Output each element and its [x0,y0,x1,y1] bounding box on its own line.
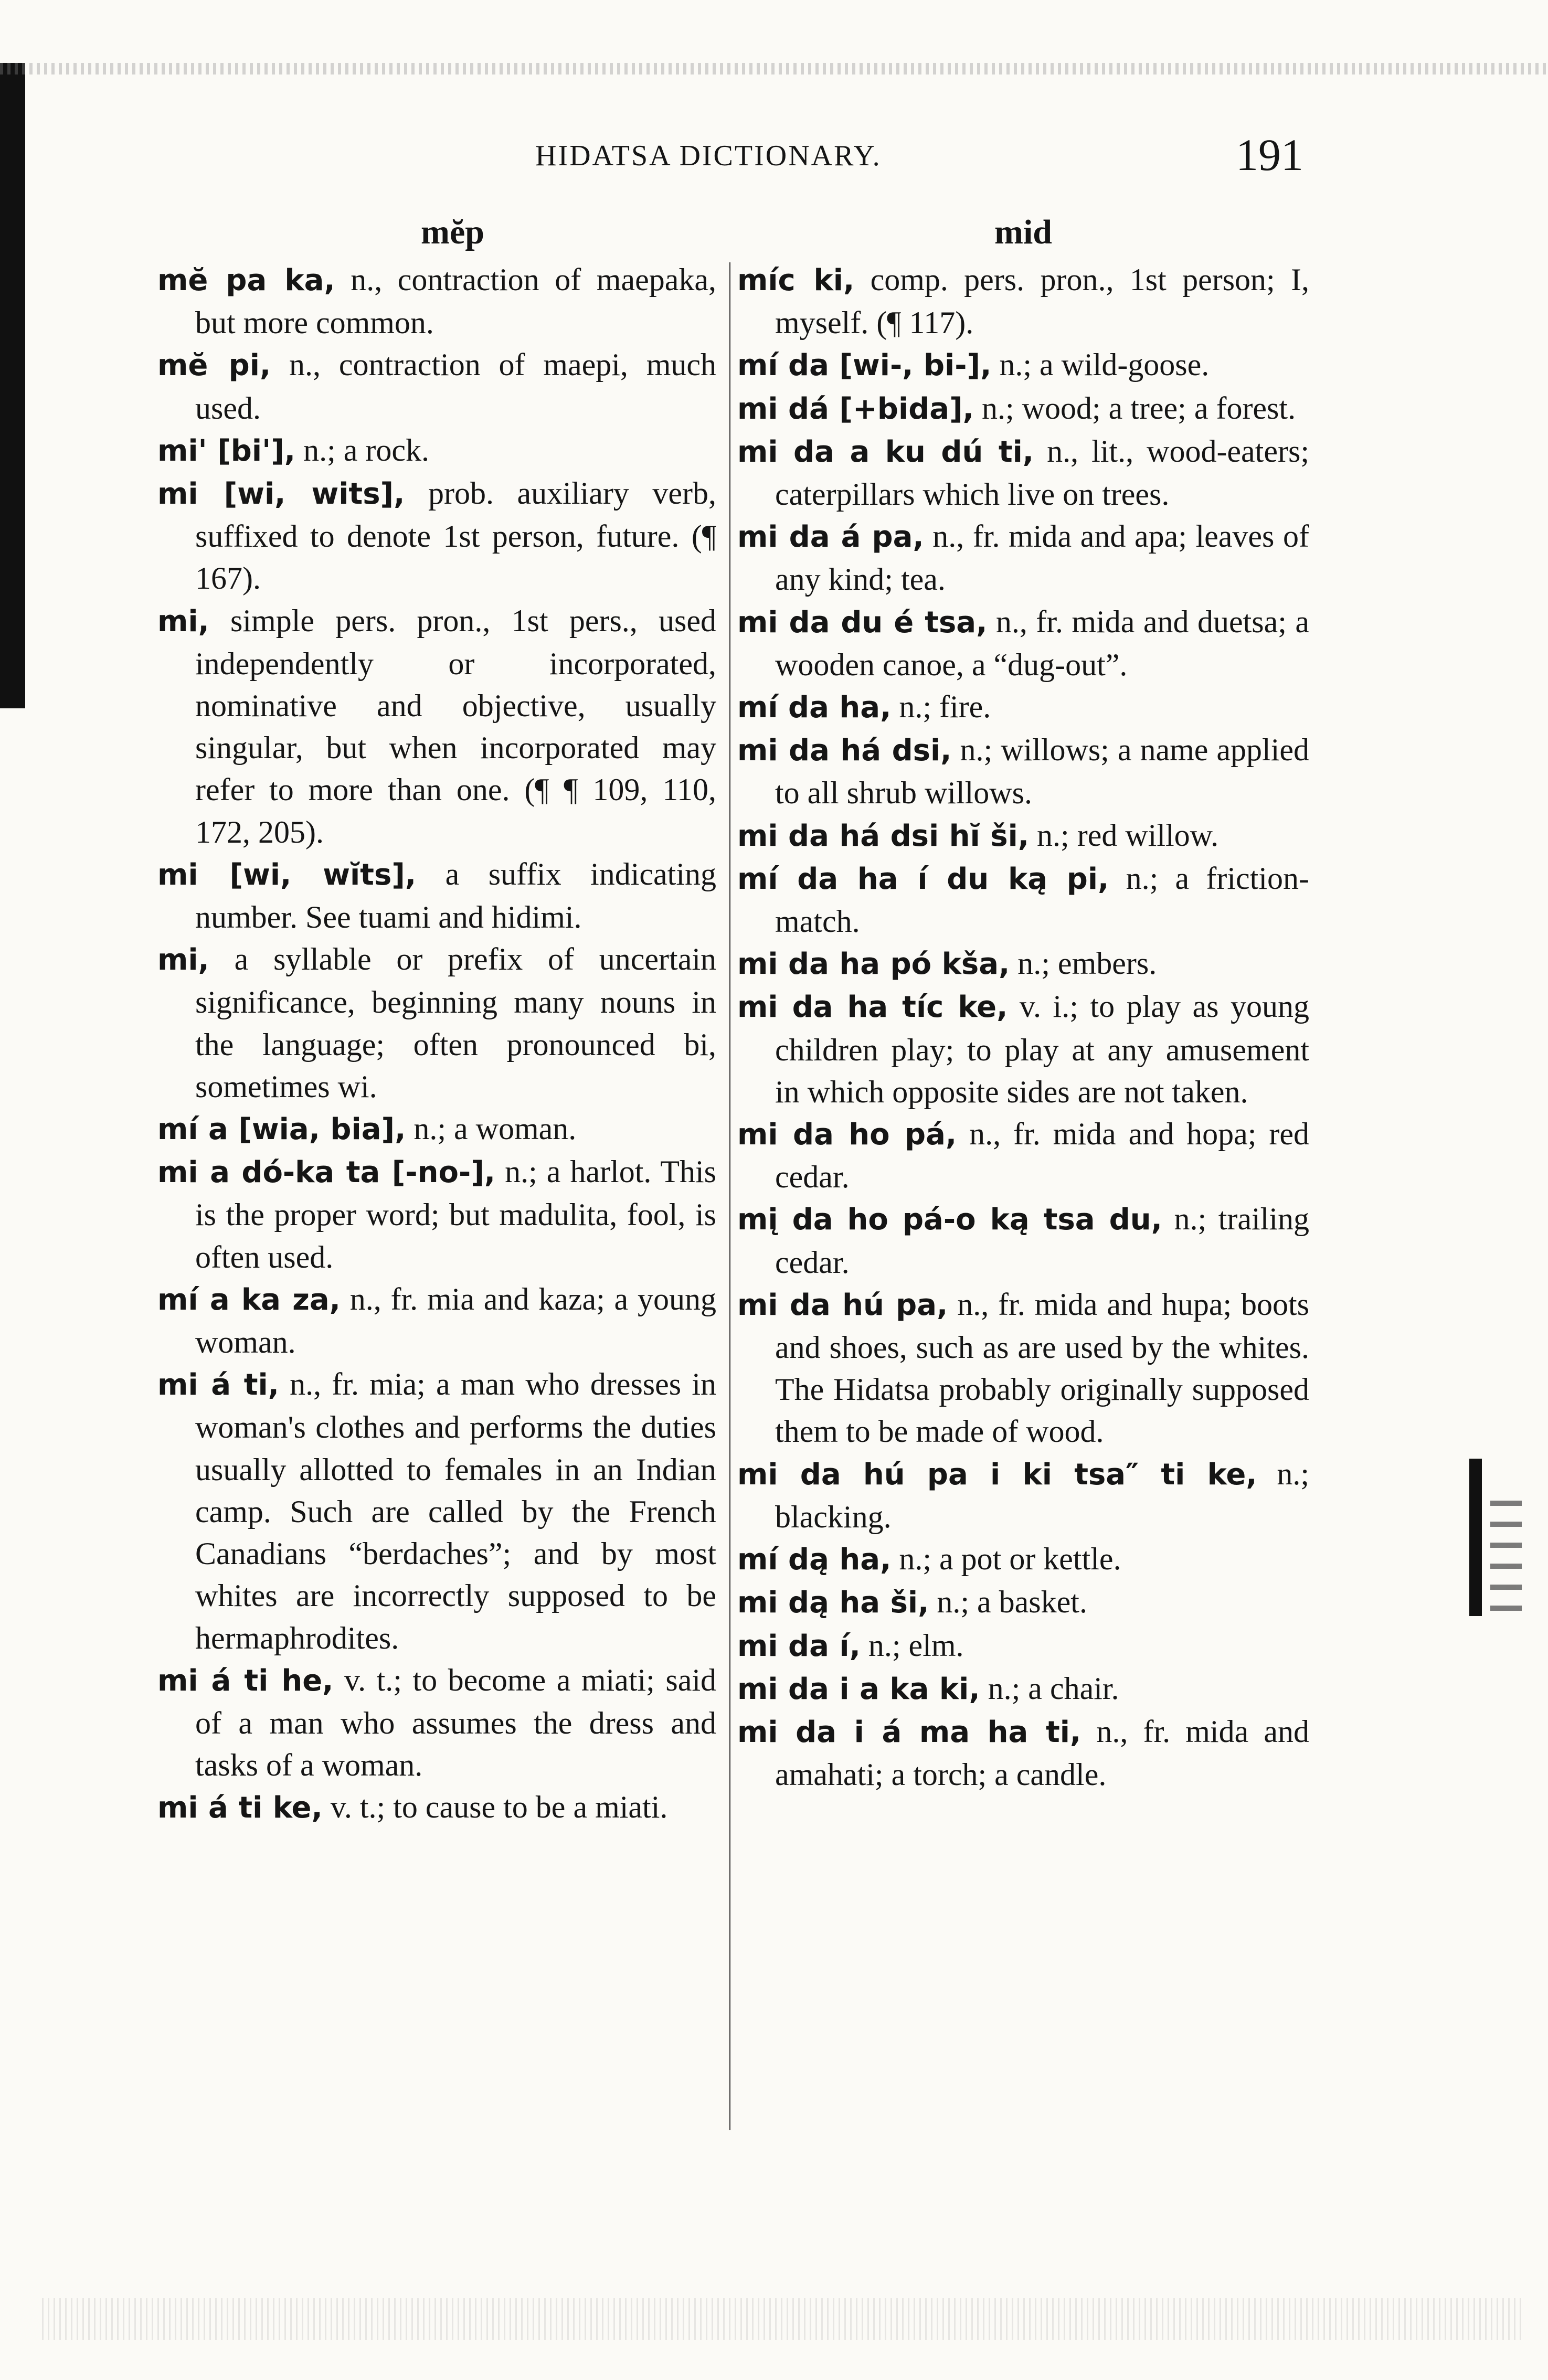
page-number: 191 [1236,130,1303,180]
right-column-header: mid [994,213,1053,251]
dictionary-entry [157,600,716,853]
entry-headword: mi [wi, wĭts], [157,857,417,892]
entry-headword: mi da hú pa, [737,1288,948,1322]
entry-headword: mí a ka za, [157,1282,341,1317]
dictionary-entry [737,259,1309,344]
dictionary-entry [157,1108,716,1151]
dictionary-entry [157,1786,716,1829]
dictionary-entry [737,515,1309,600]
dictionary-entry [737,857,1309,942]
entry-headword: mi, [157,604,209,639]
dictionary-entry [737,942,1309,985]
left-entry-list [157,259,716,1830]
entry-definition: simple pers. pron., 1st pers., used independently or incorporated, nominative and objective, usually singular, but when incorporated may refer to more than one. (¶ ¶ 109, 110, 172, 205). [195,603,716,849]
dictionary-entry [157,1151,716,1278]
entry-definition: comp. pers. pron., 1st person; I, myself. (¶ 117). [775,262,1310,341]
entry-definition: n.; red willow. [1029,817,1219,853]
dictionary-entry [737,387,1309,430]
entry-definition: n., fr. mida and amahati; a torch; a candle. [775,1714,1309,1792]
entry-headword: mĕ pa ka, [157,263,335,298]
entry-definition: n.; a rock. [295,432,429,468]
entry-headword: mi dá [+bida], [737,391,974,426]
dictionary-entry [737,344,1309,387]
entry-definition: n.; a pot or kettle. [891,1542,1121,1577]
entry-definition: n.; willows; a name applied to all shrub willows. [775,732,1310,811]
entry-headword: mi da há dsi, [737,734,952,768]
left-column-header: mĕp [421,213,484,251]
right-column [737,207,1309,1795]
dictionary-entry [737,1538,1309,1581]
binding-edge [0,63,25,708]
dictionary-entry [737,985,1309,1113]
entry-definition: n.; a basket. [929,1585,1087,1620]
entry-definition: n.; trailing cedar. [775,1202,1309,1280]
entry-definition: n., fr. mida and apa; leaves of any kind; tea. [775,519,1309,597]
dictionary-entry [157,853,716,938]
scan-bottom-edge [42,2298,1522,2340]
entry-headword: mi da ha tíc ke, [737,990,1008,1025]
entry-definition: a syllable or prefix of uncertain significance, beginning many nouns in the language; often pronounced bi, sometimes wi. [195,942,716,1104]
entry-headword: mi da há dsi hĭ ši, [737,819,1030,853]
running-head: HIDATSA DICTIONARY. [535,140,882,172]
dictionary-entry [737,1581,1309,1624]
dictionary-entry [157,1278,716,1363]
entry-definition: n.; blacking. [775,1456,1310,1534]
entry-headword: mi a dó-ka ta [-no-], [157,1155,496,1190]
entry-definition: v. t.; to become a miati; said of a man who assumes the dress and tasks of a woman. [195,1662,716,1783]
margin-mark [1469,1459,1482,1616]
dictionary-entry [737,601,1309,686]
entry-headword: mi' [bi'], [157,433,296,468]
entry-definition: n., lit., wood-eaters; caterpillars which live on trees. [775,433,1309,512]
dictionary-entry [737,1113,1309,1198]
entry-headword: mi dą ha ši, [737,1586,929,1620]
entry-definition: v. i.; to play as young children play; to play at any amusement in which opposite sides are not taken. [775,989,1309,1109]
entry-definition: n., fr. mida and duetsa; a wooden canoe, a “dug-out”. [775,604,1309,682]
entry-definition: n.; a friction-match. [775,860,1309,939]
entry-headword: mĕ pi, [157,348,271,383]
entry-headword: mi, [157,943,209,978]
column-rule [729,262,730,2130]
dictionary-entry [737,729,1309,814]
dictionary-entry [737,1198,1309,1283]
left-column [157,207,716,1830]
entry-headword: mi da i á ma ha ti, [737,1715,1082,1749]
dictionary-entry [157,472,716,600]
entry-headword: mí da ha í du ką pi, [737,862,1109,896]
dictionary-entry [737,1710,1309,1795]
entry-headword: mi da í, [737,1629,861,1663]
entry-headword: mí a [wia, bia], [157,1112,406,1147]
entry-definition: n.; embers. [1010,946,1157,981]
dictionary-entry [157,429,716,472]
margin-ticks [1490,1501,1522,1627]
entry-headword: mí da ha, [737,690,892,725]
entry-headword: mi da a ku dú ti, [737,434,1034,469]
dictionary-entry [157,938,716,1108]
entry-definition: n., fr. mida and hopa; red cedar. [775,1117,1309,1195]
entry-definition: n.; wood; a tree; a forest. [973,390,1296,426]
dictionary-entry [737,814,1309,857]
dictionary-entry [737,686,1309,729]
entry-definition: n.; a chair. [980,1671,1119,1706]
dictionary-entry [157,344,716,429]
entry-definition: n.; fire. [891,689,991,725]
entry-definition: n.; elm. [860,1628,964,1663]
entry-definition: n., fr. mia and kaza; a young woman. [195,1281,716,1360]
dictionary-entry [737,1624,1309,1667]
entry-headword: mi da ho pá, [737,1118,957,1152]
dictionary-entry [737,1667,1309,1710]
entry-definition: n., contraction of maepaka, but more common. [195,262,716,341]
entry-headword: mi á ti ke, [157,1791,323,1825]
dictionary-entry [737,1283,1309,1453]
dictionary-entry [737,430,1309,515]
right-entry-list [737,259,1309,1795]
dictionary-entry [157,1659,716,1787]
entry-headword: mi á ti he, [157,1663,334,1698]
entry-headword: mí da [wi-, bi-], [737,348,992,383]
entry-headword: mi [wi, wits], [157,477,405,512]
entry-definition: n., contraction of maepi, much used. [195,347,717,426]
entry-definition: prob. auxiliary verb, suffixed to denote 1st person, future. (¶ 167). [195,476,717,596]
entry-definition: n., fr. mida and hupa; boots and shoes, such as are used by the whites. The Hidatsa probably originally supposed them to be made of wood. [775,1287,1309,1449]
entry-definition: n.; a wild-goose. [991,347,1210,382]
entry-definition: n.; a woman. [406,1111,577,1146]
entry-headword: mi da i a ka ki, [737,1672,980,1706]
entry-headword: mį da ho pá-o ką tsa du, [737,1203,1162,1237]
entry-headword: mi á ti, [157,1368,279,1402]
entry-headword: mi da du é tsa, [737,605,988,640]
dictionary-entry [157,259,716,344]
dictionary-entry [157,1363,716,1659]
dictionary-entry [737,1453,1309,1538]
entry-headword: míc ki, [737,263,855,298]
entry-definition: v. t.; to cause to be a miati. [322,1790,668,1825]
scan-top-edge [0,63,1548,75]
entry-headword: mi da hú pa i ki tsa″ ti ke, [737,1457,1257,1492]
entry-headword: mí dą ha, [737,1543,892,1577]
entry-definition: n.; a harlot. This is the proper word; but madulita, fool, is often used. [195,1154,716,1274]
entry-headword: mi da á pa, [737,520,924,555]
entry-definition: a suffix indicating number. See tuami and hidimi. [195,856,717,935]
entry-definition: n., fr. mia; a man who dresses in woman's clothes and performs the duties usually allotted to females in an Indian camp. Such are called by the French Canadians “berdaches”; and by most whites are incorrectly supposed to be hermaphrodites. [195,1367,716,1655]
entry-headword: mi da ha pó kša, [737,947,1010,982]
